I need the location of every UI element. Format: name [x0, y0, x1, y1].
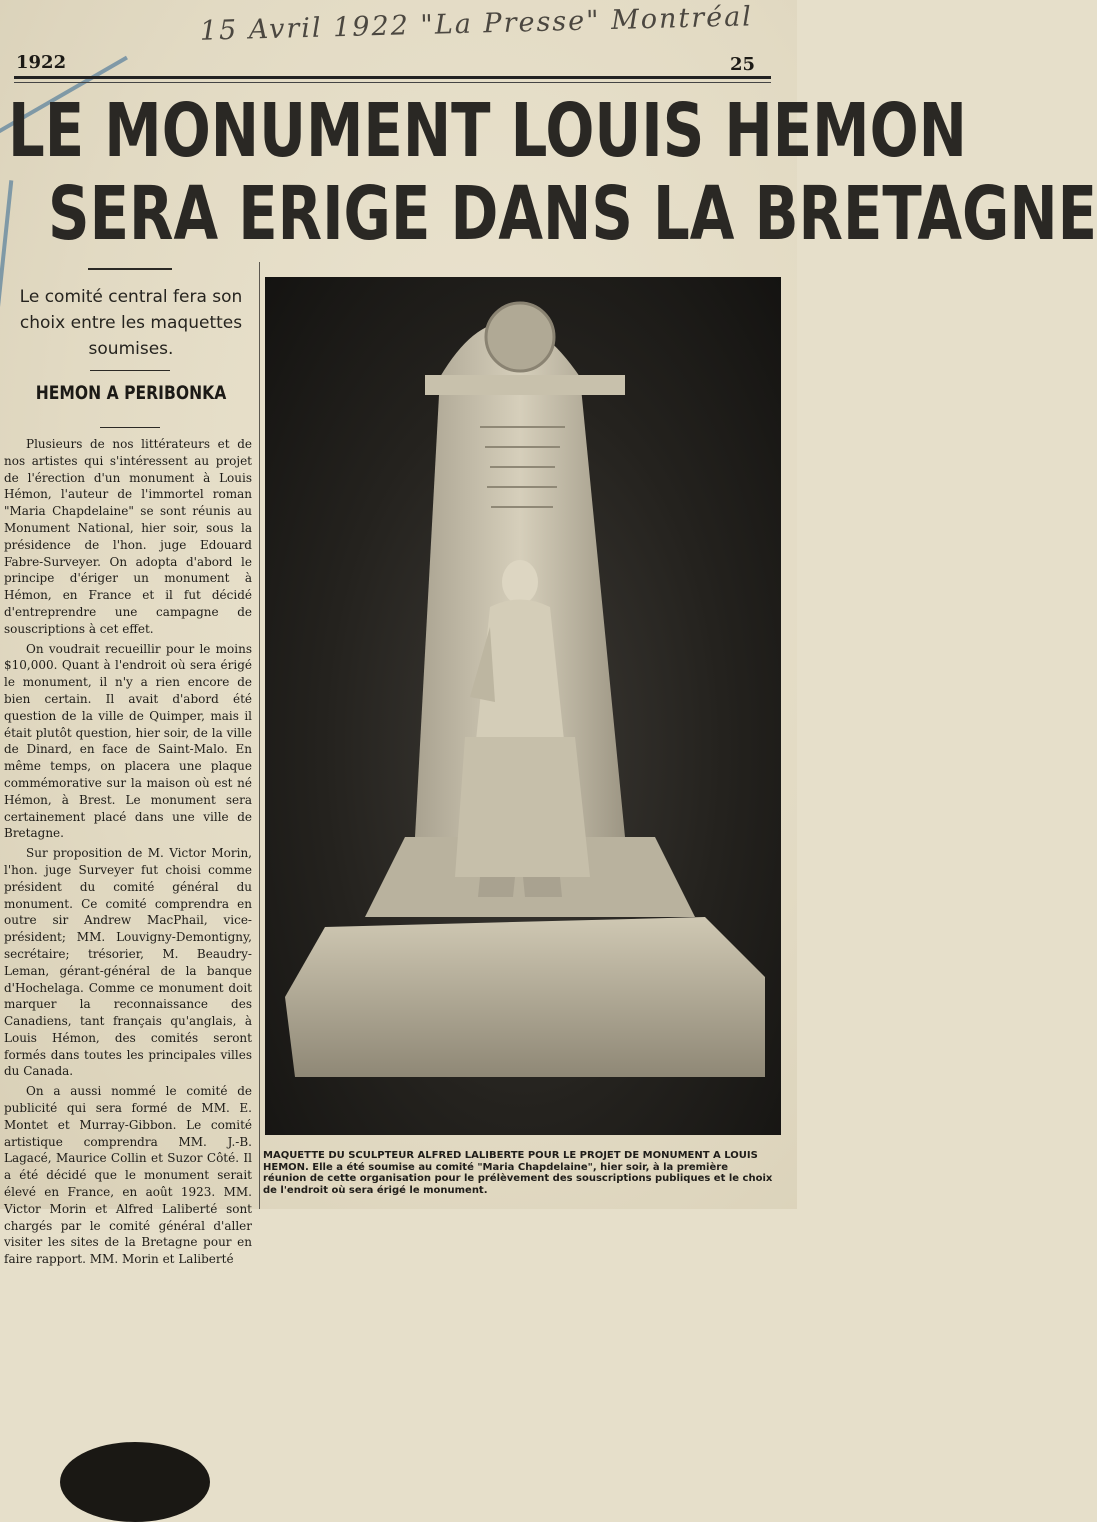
article-paragraph: On voudrait recueillir pour le moins $10,000. Quant à l'endroit où sera érigé le monument, il n'y a rien encore de bien certain. Il avait d'abord été question de la ville de Quimper, mais il était plutôt question, hier soir, de la ville de Dinard, en face de Saint-Malo. En même temps, on placera une plaque commémorative sur la maison où est né Hémon, à Brest. Le monument sera certainement placé dans une ville de Bretagne.: [4, 641, 252, 841]
monument-maquette-photo: [265, 277, 781, 1135]
article-body: [4, 436, 252, 1271]
monument-base: [285, 917, 765, 1077]
article-paragraph: Plusieurs de nos littérateurs et de nos artistes qui s'intéressent au projet de l'érection d'un monument à Louis Hémon, l'auteur de l'immortel roman "Maria Chapdelaine" se sont réunis au Monument National, hier soir, sous la présidence de l'hon. juge Edouard Fabre-Surveyer. On adopta d'abord le principe d'ériger un monument à Hémon, en France et il fut décidé d'entreprendre une campagne de souscriptions à cet effet.: [4, 437, 252, 636]
page-number: 25: [729, 54, 755, 75]
header-rule: [14, 76, 771, 79]
article-kicker: HEMON A PERIBONKA: [35, 382, 227, 404]
kicker-rule-top: [90, 370, 170, 371]
headline-line-2: SERA ERIGE DANS LA BRETAGNE: [48, 171, 1097, 257]
handwritten-date-note: 15 Avril 1922 "La Presse" Montréal: [199, 1, 754, 47]
stele-cornice: [425, 375, 625, 395]
article-paragraph: Sur proposition de M. Victor Morin, l'hon. juge Surveyer fut choisi comme président du comité général du monument. Ce comité comprendra en outre sir Andrew MacPhail, vice-président; MM. Louvigny-Demontigny, secrétaire; trésorier, M. Beaudry-Leman, gérant-général de la banque d'Hochelaga. Comme ce monument doit marquer la reconnaissance des Canadiens, tant français qu'anglais, à Louis Hémon, des comités seront formés dans toutes les principales villes du Canada.: [4, 846, 252, 1079]
figure-skirt: [455, 737, 590, 877]
stele-medallion: [486, 303, 554, 371]
article-subhead: Le comité central fera son choix entre les maquettes soumises.: [19, 287, 243, 359]
article-paragraph: On a aussi nommé le comité de publicité qui sera formé de MM. E. Montet et Murray-Gibbon. Le comité artistique comprendra MM. J.-B. Lagacé, Maurice Collin et Suzor Côté. Il a été décidé que le monument serait élevé en France, en août 1923. MM. Victor Morin et Alfred Laliberté sont chargés par le comité général d'aller visiter les sites de la Bretagne pour en faire rapport. MM. Morin et Laliberté: [4, 1084, 252, 1267]
kicker-rule-bottom: [100, 427, 160, 428]
header-rule-thin: [14, 82, 771, 83]
portrait-photo-fragment: [60, 1442, 210, 1522]
headline-line-1: LE MONUMENT LOUIS HEMON: [8, 88, 967, 174]
article-column: [0, 270, 262, 1267]
figure-head: [502, 560, 538, 604]
page-year: 1922: [16, 52, 67, 73]
caption-text: MAQUETTE DU SCULPTEUR ALFRED LALIBERTE POUR LE PROJET DE MONUMENT A LOUIS HEMON. Elle a été soumise au comité "Maria Chapdelaine", hier soir, à la première réunion de cette organisation pour le prélèvement des souscriptions publiques et le choix de l'endroit où sera érigé le monument.: [263, 1150, 773, 1196]
monument-illustration: [265, 277, 781, 1135]
photo-caption: [263, 1150, 773, 1196]
